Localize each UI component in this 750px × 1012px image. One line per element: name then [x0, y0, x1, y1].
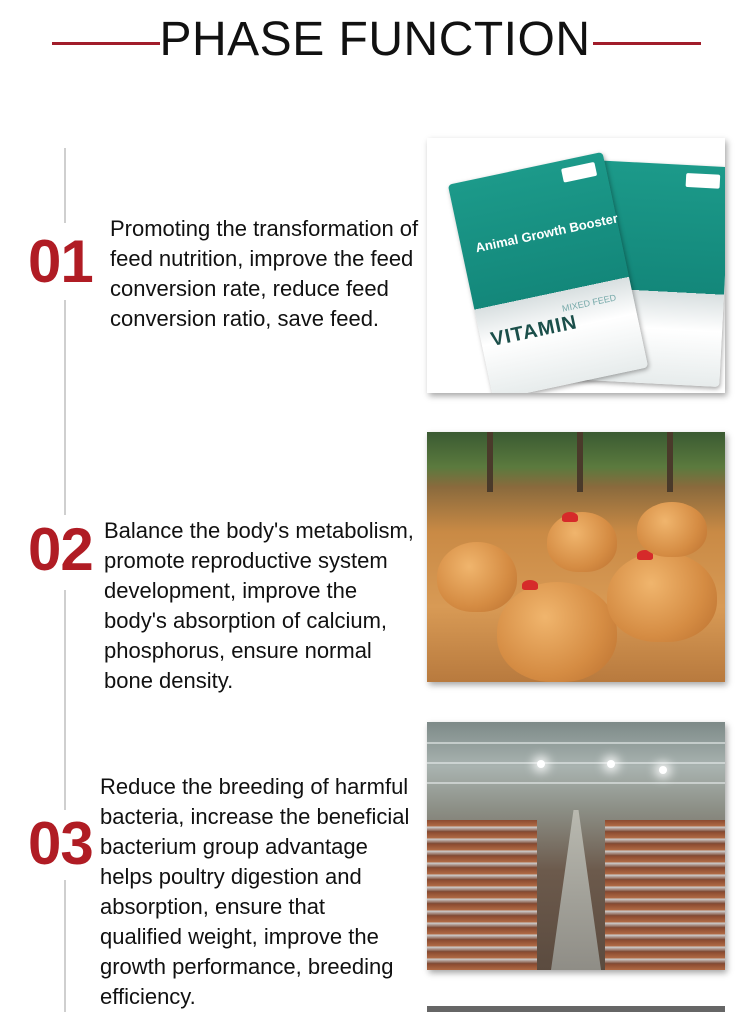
- section-text-01: Promoting the transformation of feed nutrition, improve the feed conversion rate, reduce feed conversion ratio, save feed.: [110, 216, 419, 331]
- timeline-line: [64, 880, 66, 1012]
- cage-row: [427, 820, 537, 970]
- aisle: [551, 810, 601, 970]
- hens-image: [427, 432, 725, 682]
- next-image-edge: [427, 1006, 725, 1012]
- product-bag-image: [427, 138, 725, 393]
- hen: [497, 582, 617, 682]
- brand-logo-icon: [686, 173, 721, 189]
- cage-row: [605, 820, 725, 970]
- section-text-02: Balance the body's metabolism, promote reproductive system development, improve the body's absorption of calcium, phosphorus, ensure normal bone density.: [104, 518, 414, 693]
- page-header: [0, 0, 750, 90]
- hen: [607, 552, 717, 642]
- bag-sub-text: MIXED FEED: [561, 292, 617, 314]
- timeline-line: [64, 148, 66, 223]
- hen: [437, 542, 517, 612]
- header-rule-right: [593, 42, 701, 45]
- bag-big-text: VITAMIN: [488, 311, 580, 351]
- ceiling-light: [659, 766, 667, 774]
- bag-label: Animal Growth Booster: [474, 210, 620, 256]
- section-number-01: 01: [28, 228, 93, 295]
- section-number-03: 03: [28, 810, 93, 877]
- brand-logo-icon: [561, 162, 597, 183]
- ceiling-light: [607, 760, 615, 768]
- page-title: PHASE FUNCTION: [159, 13, 591, 66]
- section-text-03: Reduce the breeding of harmful bacteria, increase the beneficial bacterium group advantage helps poultry digestion and absorption, ensure that qualified weight, improve the growth performance, breeding efficiency.: [100, 774, 410, 1009]
- hen: [637, 502, 707, 557]
- hen: [547, 512, 617, 572]
- ceiling-light: [537, 760, 545, 768]
- timeline-line: [64, 590, 66, 810]
- section-number-02: 02: [28, 516, 93, 583]
- poultry-barn-image: [427, 722, 725, 970]
- timeline-line: [64, 300, 66, 515]
